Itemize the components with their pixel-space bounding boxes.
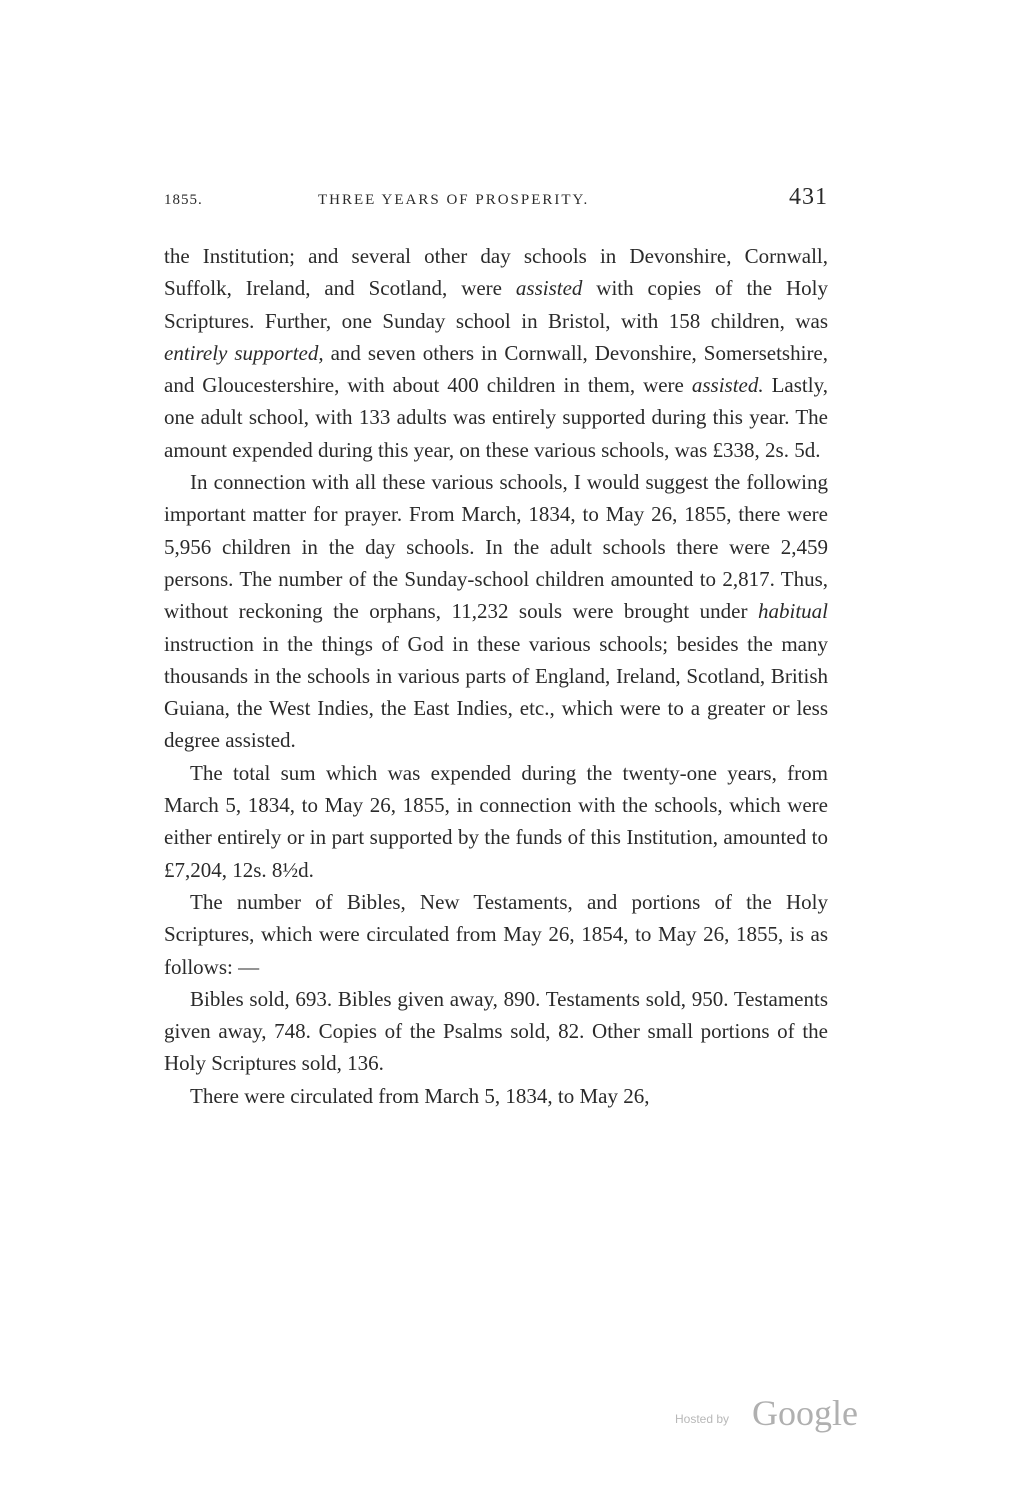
- italic-text-run: assisted: [515, 276, 583, 301]
- text-run: Bibles sold, 693. Bibles given away, 890. Testaments sold, 950. Testaments given away, 748. Copies of the Psalms sold, 82. Other small portions of the Holy Scriptures sold, 136.: [164, 986, 828, 1076]
- page-number: 431: [789, 184, 828, 210]
- text-run: The total sum which was expended during the twenty-one years, from March 5, 1834, to May 26, 1855, in connection with the schools, which were either entirely or in part supported by the funds of this Institution, amounted to £7,204, 12s. 8½d.: [164, 760, 828, 882]
- paragraph-5: [164, 983, 828, 1080]
- hosted-by-label: Hosted by: [675, 1412, 730, 1426]
- italic-text-run: entirely supported,: [164, 340, 324, 365]
- text-run: In connection with all these various schools, I would suggest the following important matter for prayer. From March, 1834, to May 26, 1855, there were 5,956 children in the day schools. In the adult schools there were 2,459 persons. The number of the Sunday-school children amounted to 2,817. Thus, without reckoning the orphans, 11,232 souls were brought under: [164, 470, 828, 624]
- italic-text-run: habitual: [757, 599, 828, 624]
- text-run: the Institution; and several other day schools in Devonshire, Cornwall, Suffolk, Ireland, and Scotland, were: [164, 244, 828, 301]
- text-run: instruction in the things of God in these various schools; besides the many thousands in the schools in various parts of England, Ireland, Scotland, British Guiana, the West Indies, the East Indies, etc., which were to a greater or less degree assisted.: [164, 631, 828, 753]
- text-run: The number of Bibles, New Testaments, and portions of the Holy Scriptures, which were circulated from May 26, 1854, to May 26, 1855, is as follows: —: [164, 889, 828, 979]
- header-year: 1855.: [164, 192, 203, 208]
- paragraph-1: [164, 240, 828, 466]
- running-title: THREE YEARS OF PROSPERITY.: [318, 192, 590, 208]
- text-run: There were circulated from March 5, 1834, to May 26,: [190, 1083, 650, 1108]
- running-header: [164, 184, 828, 220]
- text-run: with copies of the Holy Scriptures. Further, one Sunday school in Bristol, with 158 children, was: [164, 276, 828, 333]
- paragraph-2: [164, 466, 828, 757]
- italic-text-run: assisted.: [691, 373, 764, 398]
- text-run: Lastly, one adult school, with 133 adults was entirely supported during this year. The amount expended during this year, on these various schools, was £338, 2s. 5d.: [164, 373, 828, 462]
- text-run: and seven others in Cornwall, Devonshire, Somersetshire, and Gloucestershire, with about 400 children in them, were: [164, 340, 829, 398]
- page-body: [164, 240, 828, 1112]
- paragraph-6: [164, 1080, 828, 1112]
- paragraph-4: [164, 886, 828, 983]
- paragraph-3: [164, 757, 828, 886]
- google-logo: Google: [752, 1393, 858, 1433]
- hosted-by-google-watermark: [675, 1392, 885, 1434]
